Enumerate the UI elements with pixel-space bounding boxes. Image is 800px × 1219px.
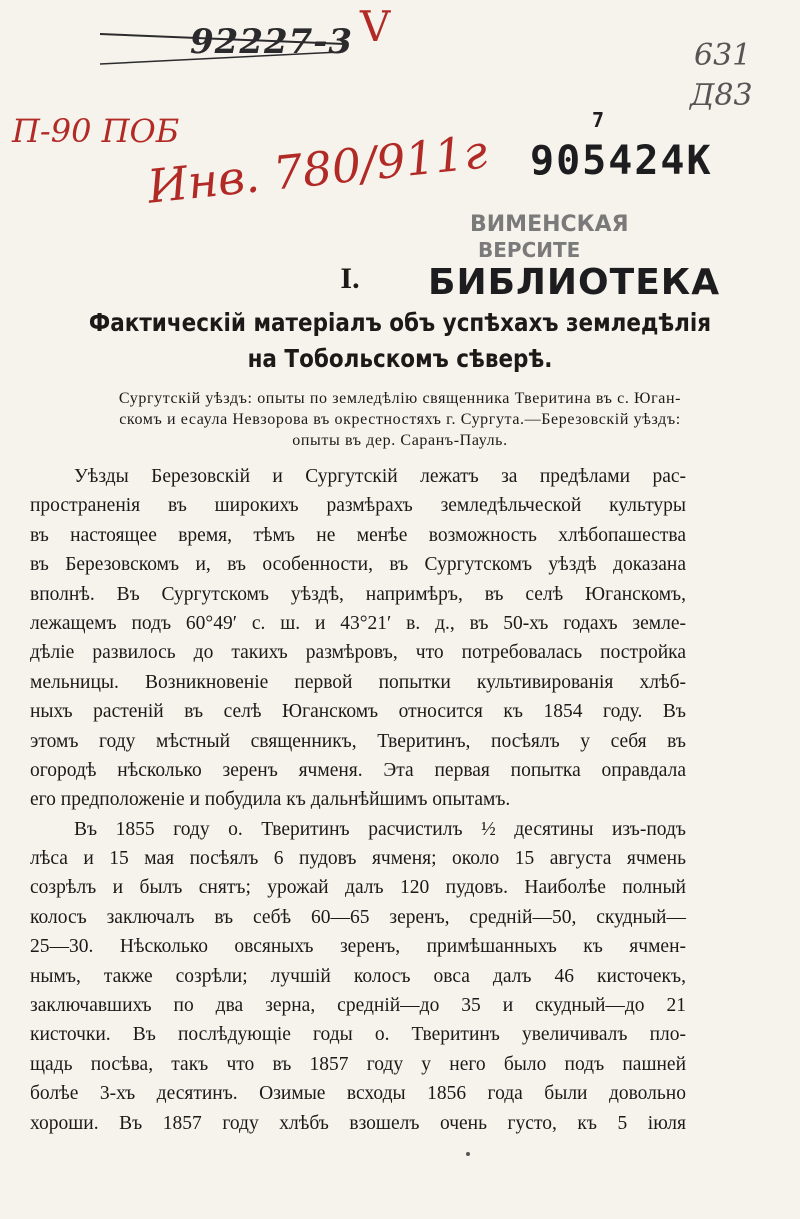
shelf-code-1: 631 [694,38,752,73]
paragraph-1-line: дѣліе развилось до такихъ размѣровъ, что потребовалась постройка [30,642,686,664]
shelf-code-2: Д83 [690,78,753,113]
paragraph-2-line: 25—30. Нѣсколько овсяныхъ зеренъ, примѣшанныхъ къ ячмен- [30,936,686,958]
paragraph-1-line: ныхъ растеній въ селѣ Юганскомъ относится къ 1854 году. Въ [30,701,686,723]
summary-line: опыты въ дер. Саранъ-Пауль. [292,432,508,449]
paragraph-2-line: заключавшихъ по два зерна, средній—до 35 и скудный—до 21 [30,995,686,1017]
paragraph-2-line: колосъ заключалъ въ себѣ 60—65 зеренъ, средній—50, скудный— [30,906,686,928]
red-v-mark: V [360,2,391,51]
paragraph-2-line: щадь посѣва, такъ что въ 1857 году у него было подъ пашней [30,1053,686,1075]
chapter-summary [20,388,780,451]
summary-line: скомъ и есаула Невзорова въ окрестностяхъ г. Сургута.—Березовскій уѣздъ: [119,411,681,428]
paragraph-2-line: кисточки. Въ послѣдующіе годы о. Тверитинъ увеличивалъ пло- [30,1024,686,1046]
paragraph-1-line: Уѣзды Березовскій и Сургутскій лежатъ за предѣлами рас- [74,466,686,487]
paragraph-1-line: пространенія въ широкихъ размѣрахъ земледѣльческой культуры [30,495,686,517]
library-stamp-line1: ВИМЕНСКАЯ [470,212,629,237]
chapter-title-line2: на Тобольскомъ сѣверѣ. [247,344,553,373]
strike-lines [0,0,800,120]
chapter-title-line1: Фактическій матеріалъ объ успѣхахъ земледѣлія [88,308,712,337]
paragraph-1-line: въ Березовскомъ и, въ особенности, въ Сургутскомъ уѣздѣ доказана [30,554,686,576]
chapter-number: I. [340,262,360,295]
paragraph-2-line: болѣе 3-хъ десятинъ. Озимые всходы 1856 года были довольно [30,1083,686,1105]
page-speck [466,1152,470,1156]
paragraph-2-line: созрѣлъ и былъ снятъ; урожай далъ 120 пудовъ. Наиболѣе полный [30,877,686,899]
paragraph-1-line: огородѣ нѣсколько зеренъ ячменя. Эта первая попытка оправдала [30,759,686,781]
paragraph-2-line: хороши. Въ 1857 году хлѣбъ взошелъ очень густо, къ 5 іюля [30,1112,686,1134]
paragraph-1-line: въ настоящее время, тѣмъ не менѣе возможность хлѣбопашества [30,524,686,546]
paragraph-2-line: Въ 1855 году о. Тверитинъ расчистилъ ½ десятины изъ-подъ [74,818,686,840]
paragraph-1-line: вполнѣ. Въ Сургутскомъ уѣздѣ, напримѣръ, въ селѣ Юганскомъ, [30,583,686,605]
red-catalog-code: П-90 ПОБ [12,112,180,150]
chapter-title [20,305,780,377]
handwritten-inventory: Инв. 780/911г [145,124,490,214]
paragraph-2-line: лѣса и 15 мая посѣялъ 6 пудовъ ячменя; около 15 августа ячмень [30,848,686,870]
paragraph-1-line: мельницы. Возникновеніе первой попытки культивированія хлѣб- [30,671,686,693]
library-stamp-line2: ВЕРСИТЕ [478,238,581,262]
body-text [30,462,686,1138]
paragraph-1-line: этомъ году мѣстный священникъ, Тверитинъ, посѣялъ у себя въ [30,730,686,752]
stamp-inventory-number: 905424К [530,138,713,184]
paragraph-1-line: лежащемъ подъ 60°49′ с. ш. и 43°21′ в. д., въ 50-хъ годахъ земле- [30,612,686,634]
paragraph-1-line: его предположеніе и побудила къ дальнѣйшимъ опытамъ. [30,789,511,811]
summary-line: Сургутскій уѣздъ: опыты по земледѣлію священника Тверитина въ с. Юган- [118,390,682,407]
struck-inventory-number: 92227-3 [190,22,354,62]
paragraph-2-line: нымъ, также созрѣли; лучшій колосъ овса далъ 46 кисточекъ, [30,965,686,987]
library-stamp-line3: БИБЛИОТЕКА [428,262,721,303]
stamp-small-number: 7 [592,108,607,132]
